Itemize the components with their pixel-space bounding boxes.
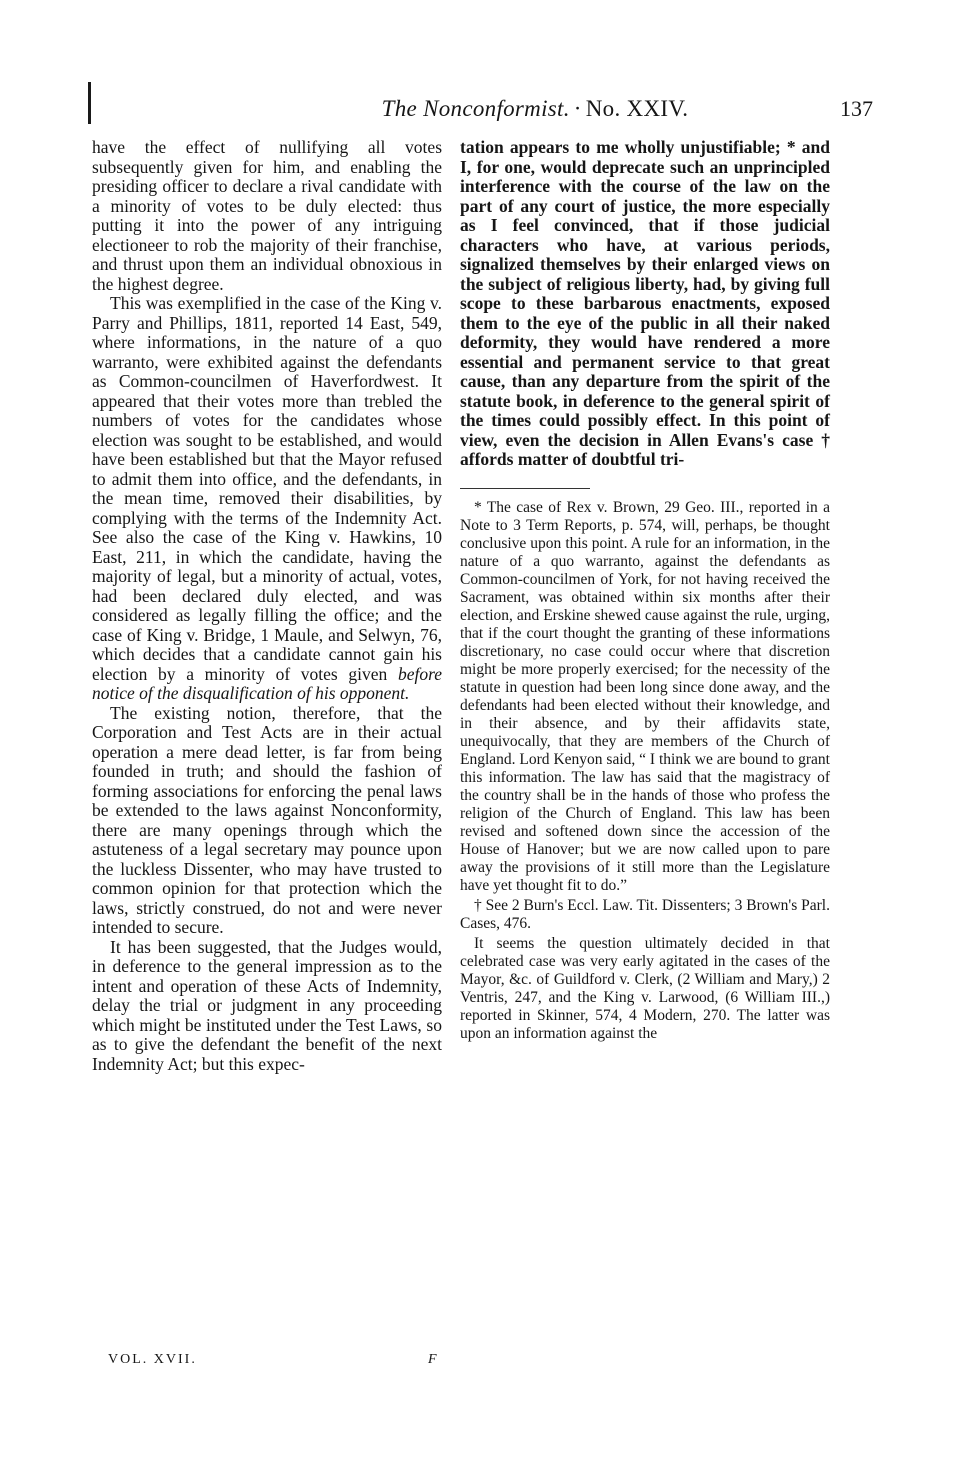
left-paragraph-2 xyxy=(92,294,442,704)
catchword: F xyxy=(428,1352,437,1367)
page-edge-rule xyxy=(88,82,91,124)
header-separator: · xyxy=(573,96,582,121)
left-paragraph-1: have the effect of nullifying all votes subsequently given for him, and enabling the presiding officer to declare a rival candidate with a minority of votes to be duly elected: thus putting it into the power of any intriguing electioneer to rob the majority of their franchise, and thrust upon them an individual obnoxious in the highest degree. xyxy=(92,137,442,294)
page-number: 137 xyxy=(840,96,873,121)
journal-title: The Nonconformist. xyxy=(381,96,570,121)
footnote-2: † See 2 Burn's Eccl. Law. Tit. Dissenters; 3 Brown's Parl. Cases, 476. xyxy=(460,896,830,932)
left-paragraph-3: The existing notion, therefore, that the Corporation and Test Acts are in their actual operation a mere dead letter, is far from being founded in truth; and should the fashion of forming associations for enforcing the penal laws be extended to the laws against Nonconformity, there are many openings through which the astuteness of a legal secretary may pounce upon the luckless Dissenter, who may have trusted to common opinion for that protection which the laws, strictly construed, do not and were never intended to secure. xyxy=(92,702,442,937)
issue-number: No. XXIV. xyxy=(585,96,689,121)
signature-mark: VOL. XVII. xyxy=(108,1352,197,1367)
right-main-text: tation appears to me wholly unjustifiable; * and I, for one, would deprecate such an unprincipled interference with the course of the law on the part of any court of justice, the more especially as I feel convinced, that if those judicial characters who have, at various periods, signalized themselves by their enlarged views on the subject of religious liberty, had, by giving full scope to these barbarous enactments, exposed them to the eye of the public in all their naked deformity, they would have rendered a more essential and permanent service to that great cause, than any departure from the spirit of the statute book, in deference to the general spirit of the times could possibly effect. In this point of view, even the decision in Allen Evans's case † affords matter of doubtful tri- xyxy=(460,137,830,469)
footnotes xyxy=(460,499,830,1043)
left-paragraph-4: It has been suggested, that the Judges would, in deference to the general impression as to the intent and operation of these Acts of Indemnity, delay the trial or judgment in any proceeding which might be instituted under the Test Laws, so as to give the defendant the benefit of the next Indemnity Act; but this expec- xyxy=(92,936,442,1074)
footnote-rule xyxy=(460,488,590,489)
left-paragraph-2-italic: before notice of the disqualification of his opponent. xyxy=(92,663,443,703)
right-column xyxy=(460,138,830,1043)
running-head xyxy=(250,96,820,122)
left-paragraph-2-text: This was exemplified in the case of the King v. Parry and Phillips, 1811, reported 14 East, 549, where informations, in the nature of a quo warranto, were exhibited against the defendants as Common-councilmen of Haverfordwest. It appeared that their votes more than trebled the numbers of votes for the candidates whose election was sought to be established, and would have been established but that the Mayor refused to admit them into office, and the defendants, in the mean time, removed their disabilities, by complying with the terms of the Indemnity Act. See also the case of the King v. Hawkins, 10 East, 211, in which the candidate, having the majority of legal, but a minority of actual, votes, had been declared duly elected, and was considered as legally filling the office; and the case of King v. Bridge, 1 Maule, and Selwyn, 76, which decides that a candidate cannot gain his election by a minority of votes given xyxy=(92,293,442,684)
footnote-1: * The case of Rex v. Brown, 29 Geo. III., reported in a Note to 3 Term Reports, p. 574, will, perhaps, be thought conclusive upon this point. A rule for an information, in the nature of a quo warranto, against the defendants as Common-councilmen of York, for not having received the Sacrament, was obtained within six months after their election, and Erskine shewed cause against the rule, urging, that if the court thought the granting of these informations discretionary, no case could occur where that discretion might be more properly exercised; for the necessity of the statute in question had been long since done away, and the defendants had been elected without their knowledge, and in their absence, and by their affidavits state, unequivocally, that they are members of the Church of England. Lord Kenyon said, “ I think we are bound to grant this information. The law has said that the magistracy of the country shall be in the hands of those who profess the religion of the Church of England. This law has been revised and softened down since the accession of the House of Hanover; but we are now called upon to pare away the provisions of it still more than the Legislature have yet thought fit to do.” xyxy=(460,498,830,894)
footnote-3: It seems the question ultimately decided in that celebrated case was very early agitated in the cases of the Mayor, &c. of Guildford v. Clerk, (2 William and Mary,) 2 Ventris, 247, and the King v. Larwood, (6 William III.,) reported in Skinner, 574, 4 Modern, 270. The latter was upon an information against the xyxy=(460,934,830,1042)
left-column xyxy=(92,138,442,1074)
